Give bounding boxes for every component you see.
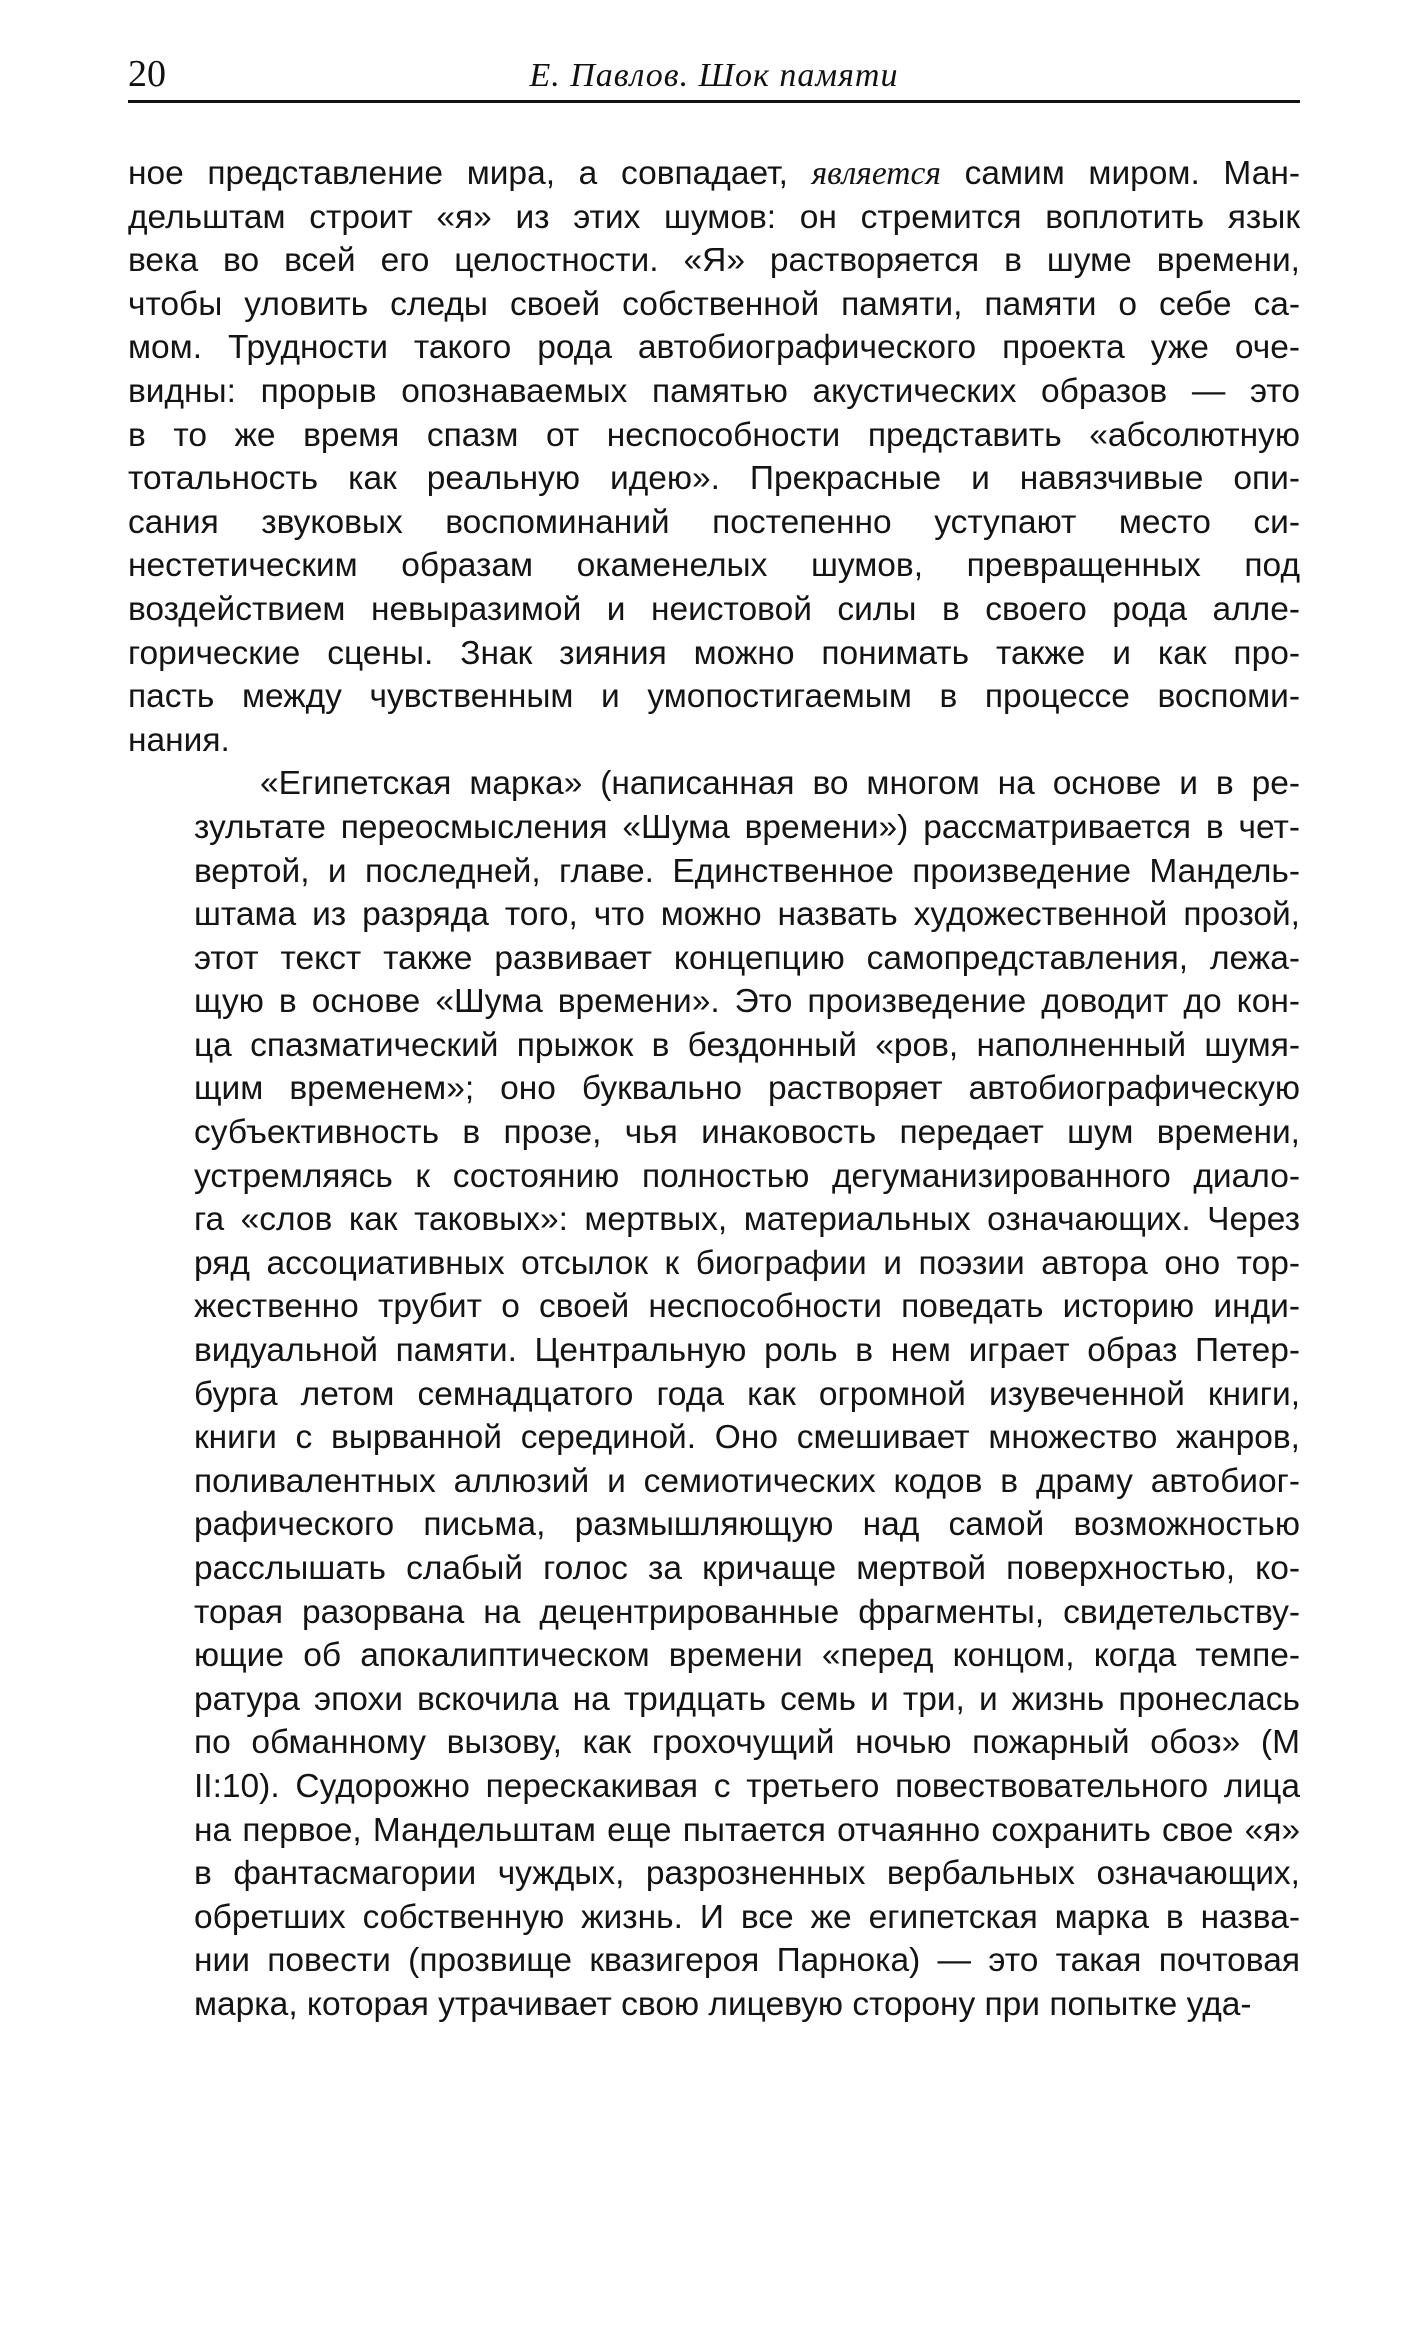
text-segment: бурга летом семнадцатого года как огромной изувеченной книги, [194,1375,1300,1413]
text-segment: зультате переосмысления «Шума времени») рассматривается в чет- [194,808,1300,846]
running-head [128,50,1300,103]
text-segment: ное представление мира, а совпадает, [128,155,812,192]
text-line [128,414,1300,458]
text-line [128,893,1300,937]
text-line [128,1634,1300,1678]
text-segment: самим миром. Ман- [940,155,1300,192]
text-segment: расслышать слабый голос за кричаще мертвой поверхностью, ко- [194,1550,1300,1587]
text-line [128,1111,1300,1155]
paragraph [128,762,1300,2026]
text-segment: II:10). Судорожно перескакивая с третьего повествовательного лица [194,1767,1300,1805]
text-segment: штама из разряда того, что можно назвать художественной прозой, [194,896,1300,934]
text-segment: ца спазматический прыжок в бездонный «ров, наполненный шумя- [194,1026,1300,1064]
text-line [128,588,1300,632]
text-line [128,501,1300,545]
text-segment: поливалентных аллюзий и семиотических кодов в драму автобиог- [194,1462,1300,1500]
text-segment: дельштам строит «я» из этих шумов: он стремится воплотить язык [128,198,1300,236]
text-line [128,1460,1300,1504]
text-body [128,152,1300,2027]
text-segment: сания звуковых воспоминаний постепенно уступают место си- [128,503,1300,541]
text-line [128,457,1300,501]
text-segment: чтобы уловить следы своей собственной памяти, памяти о себе са- [128,285,1300,323]
text-segment: га «слов как таковых»: мертвых, материальных означающих. Через [194,1201,1300,1239]
text-line [128,370,1300,414]
text-line [128,806,1300,850]
text-line [128,632,1300,676]
text-segment: ратура эпохи вскочила на тридцать семь и три, и жизнь пронеслась [194,1680,1300,1718]
text-segment: ющие об апокалиптическом времени «перед концом, когда темпе- [194,1637,1300,1675]
text-segment: на первое, Мандельштам еще пытается отчаянно сохранить свое «я» [194,1811,1300,1849]
text-segment: вертой, и последней, главе. Единственное произведение Мандель- [194,852,1300,890]
text-line [128,1591,1300,1635]
text-segment: субъективность в прозе, чья инаковость передает шум времени, [194,1114,1300,1152]
text-line [128,283,1300,327]
text-segment: рафического письма, размышляющую над самой возможностью [194,1506,1300,1544]
text-segment: нестетическим образам окаменелых шумов, превращенных под [128,547,1300,585]
text-line [128,196,1300,240]
text-segment: нии повести (прозвище квазигероя Парнока) — это такая почтовая [194,1942,1300,1980]
text-line [128,1721,1300,1765]
text-segment: устремляясь к состоянию полностью дегуманизированного диало- [194,1157,1300,1195]
text-segment: ряд ассоциативных отсылок к биографии и поэзии автора оно тор- [194,1244,1300,1282]
text-line [128,1329,1300,1373]
text-line [128,850,1300,894]
text-line [128,675,1300,719]
text-segment: в то же время спазм от неспособности представить «абсолютную [128,416,1300,454]
text-segment: «Египетская марка» (написанная во многом на основе и в ре- [260,765,1300,803]
text-line [128,152,1300,196]
text-segment: видны: прорыв опознаваемых памятью акустических образов — это [128,372,1300,410]
text-line [128,1765,1300,1809]
text-line [128,1939,1300,1983]
text-segment: мом. Трудности такого рода автобиографического проекта уже оче- [128,329,1300,367]
text-line [128,937,1300,981]
text-line [128,762,1300,806]
text-line [128,1809,1300,1853]
text-line [128,239,1300,283]
text-line [128,326,1300,370]
text-segment: горические сцены. Знак зияния можно понимать также и как про- [128,634,1300,672]
text-segment: жественно трубит о своей неспособности поведать историю инди- [194,1288,1300,1326]
text-line [128,1547,1300,1591]
text-segment: щим временем»; оно буквально растворяет автобиографическую [194,1070,1300,1108]
text-segment: этот текст также развивает концепцию самопредставления, лежа- [194,939,1300,977]
text-segment: по обманному вызову, как грохочущий ночью пожарный обоз» (М [194,1724,1300,1762]
text-segment: торая разорвана на децентрированные фрагменты, свидетельству- [194,1593,1300,1631]
text-segment: щую в основе «Шума времени». Это произведение доводит до кон- [194,983,1300,1021]
text-line [128,1852,1300,1896]
text-line [128,1373,1300,1417]
text-line [128,1198,1300,1242]
text-line [128,1983,1300,2027]
text-line [128,1416,1300,1460]
text-line [128,1503,1300,1547]
text-line [128,544,1300,588]
text-segment: обретших собственную жизнь. И все же египетская марка в назва- [194,1898,1300,1936]
text-line [128,1285,1300,1329]
paragraph [128,152,1300,762]
text-line [128,980,1300,1024]
text-line [128,1896,1300,1940]
text-line [128,719,1300,763]
text-segment: книги с вырванной серединой. Оно смешивает множество жанров, [194,1419,1300,1457]
text-line [128,1242,1300,1286]
text-segment: века во всей его целостности. «Я» растворяется в шуме времени, [128,242,1300,280]
text-line [128,1155,1300,1199]
text-line [128,1067,1300,1111]
text-segment: в фантасмагории чуждых, разрозненных вербальных означающих, [194,1855,1300,1893]
text-segment: тотальность как реальную идею». Прекрасные и навязчивые опи- [128,460,1300,498]
page-number: 20 [128,53,166,95]
running-title: Е. Павлов. Шок памяти [529,57,899,94]
text-line [128,1024,1300,1068]
text-segment: марка, которая утрачивает свою лицевую сторону при попытке уда- [194,1985,1252,2023]
text-segment: нания. [128,721,230,759]
text-segment: воздействием невыразимой и неистовой силы в своего рода алле- [128,590,1300,628]
text-line [128,1678,1300,1722]
emphasized-word: является [811,155,941,192]
text-segment: пасть между чувственным и умопостигаемым в процессе воспоми- [128,678,1300,716]
text-segment: видуальной памяти. Центральную роль в нем играет образ Петер- [194,1332,1300,1370]
